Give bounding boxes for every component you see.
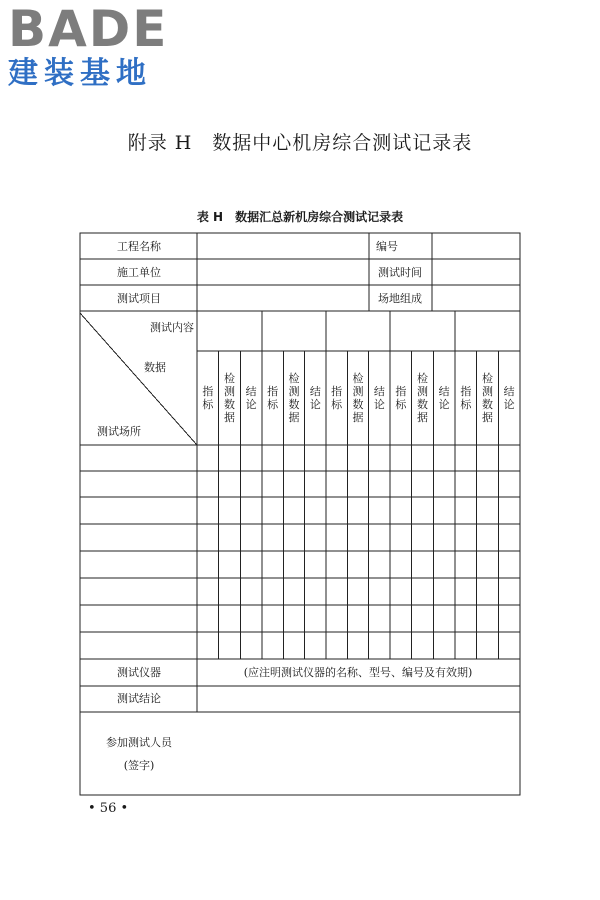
- sub-header-conclusion-char: 论: [503, 398, 515, 411]
- sub-header-indicator-char: 标: [395, 398, 407, 411]
- test-item-label: 测试项目: [117, 292, 161, 305]
- data-label: 数据: [144, 361, 166, 374]
- test-time-label: 测试时间: [378, 266, 422, 279]
- sub-header-measured-data-char: 测: [224, 385, 235, 398]
- test-content-label: 测试内容: [150, 321, 194, 334]
- number-label: 编号: [376, 240, 398, 253]
- sub-header-measured-data-char: 数: [288, 398, 300, 411]
- page-title: 附录 H 数据中心机房综合测试记录表: [127, 132, 473, 154]
- sub-header-measured-data-char: 数: [482, 398, 493, 411]
- sub-header-conclusion-char: 结: [245, 385, 257, 398]
- sub-header-indicator-char: 指: [395, 385, 407, 398]
- sub-header-conclusion-char: 论: [245, 398, 257, 411]
- sub-header-conclusion-char: 论: [309, 398, 321, 411]
- sub-header-measured-data-char: 检: [288, 372, 300, 385]
- sub-header-conclusion-char: 结: [438, 385, 450, 398]
- sub-header-measured-data-char: 据: [224, 411, 235, 424]
- sub-header-measured-data-char: 测: [288, 385, 300, 398]
- sub-header-measured-data-char: 据: [482, 411, 493, 424]
- instrument-label: 测试仪器: [117, 666, 161, 679]
- page-number: • 56 •: [88, 801, 129, 816]
- sub-header-indicator-char: 标: [267, 398, 279, 411]
- sub-header-conclusion-char: 论: [373, 398, 385, 411]
- sub-header-measured-data-char: 检: [482, 372, 493, 385]
- form-border: [80, 233, 520, 795]
- conclusion-label: 测试结论: [117, 692, 161, 705]
- sub-header-measured-data-char: 数: [352, 398, 364, 411]
- sub-header-conclusion-char: 论: [438, 398, 450, 411]
- sub-header-measured-data-char: 检: [352, 372, 364, 385]
- table-title: 表 H 数据汇总新机房综合测试记录表: [196, 210, 404, 224]
- sub-header-conclusion-char: 结: [373, 385, 385, 398]
- sub-header-measured-data-char: 数: [224, 398, 235, 411]
- sub-header-indicator-char: 标: [202, 398, 214, 411]
- construction-unit-label: 施工单位: [117, 266, 161, 279]
- sub-header-indicator-char: 标: [460, 398, 472, 411]
- sub-header-indicator-char: 指: [331, 385, 343, 398]
- sub-header-measured-data-char: 据: [288, 411, 300, 424]
- sub-header-conclusion-char: 结: [503, 385, 515, 398]
- sub-header-indicator-char: 指: [460, 385, 472, 398]
- sub-header-measured-data-char: 检: [224, 372, 235, 385]
- sub-header-measured-data-char: 测: [417, 385, 428, 398]
- sub-header-measured-data-char: 数: [417, 398, 428, 411]
- project-name-label: 工程名称: [117, 240, 161, 253]
- test-site-label: 测试场所: [97, 425, 141, 438]
- sub-header-measured-data-char: 据: [352, 411, 364, 424]
- logo-wordmark: BADE: [8, 0, 169, 58]
- sub-header-measured-data-char: 测: [352, 385, 364, 398]
- sub-header-measured-data-char: 测: [482, 385, 493, 398]
- instrument-note: (应注明测试仪器的名称、型号、编号及有效期): [243, 666, 473, 679]
- sub-header-measured-data-char: 检: [417, 372, 428, 385]
- site-composition-label: 场地组成: [378, 292, 422, 305]
- logo-subtitle: 建装基地: [8, 56, 152, 91]
- sub-column-headers: [202, 371, 514, 424]
- sub-header-indicator-char: 指: [267, 385, 279, 398]
- signature-label: (签字): [123, 759, 155, 772]
- sub-header-conclusion-char: 结: [309, 385, 321, 398]
- participants-label: 参加测试人员: [106, 736, 172, 749]
- sub-header-indicator-char: 标: [331, 398, 343, 411]
- sub-header-indicator-char: 指: [202, 385, 214, 398]
- sub-header-measured-data-char: 据: [417, 411, 428, 424]
